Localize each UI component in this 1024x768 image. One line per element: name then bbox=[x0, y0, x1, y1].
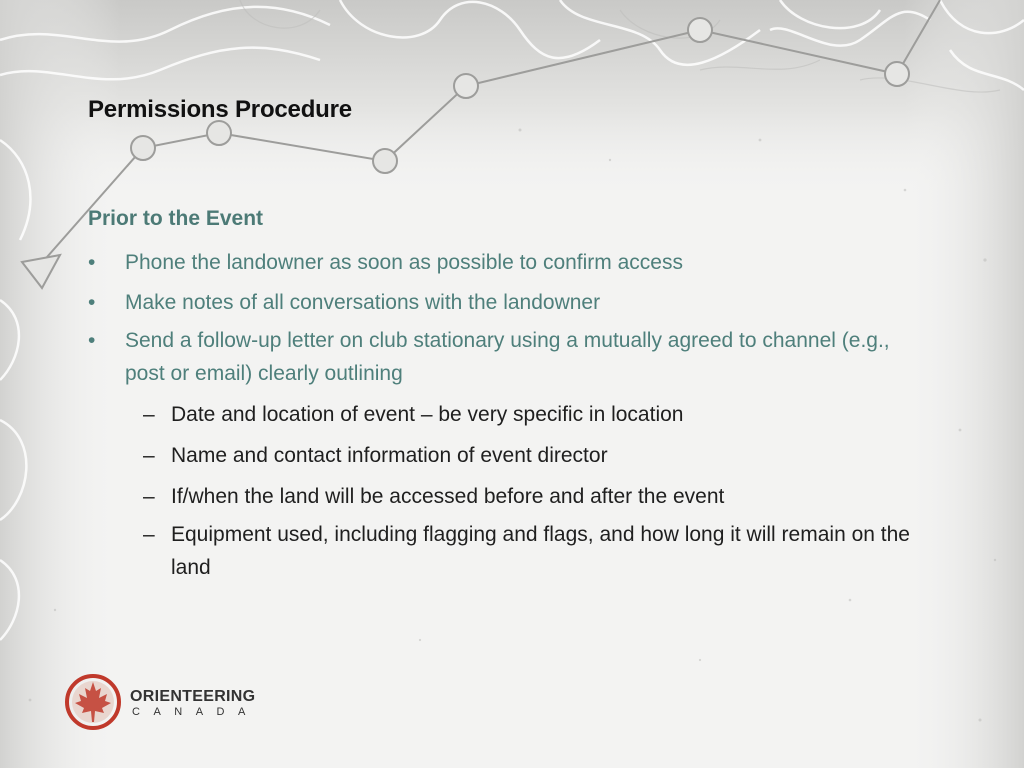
section-heading: Prior to the Event bbox=[88, 207, 264, 230]
sub-bullet-item bbox=[143, 398, 923, 431]
bullet-item bbox=[88, 324, 928, 390]
sub-bullet-text: Date and location of event – be very specific in location bbox=[171, 403, 684, 426]
bullet-text: Phone the landowner as soon as possible to confirm access bbox=[125, 251, 683, 274]
sub-bullet-marker: – bbox=[143, 444, 155, 467]
sub-bullet-text: If/when the land will be accessed before and after the event bbox=[171, 485, 725, 508]
bullet-marker: • bbox=[88, 291, 96, 314]
logo-subtitle: CANADA bbox=[132, 706, 259, 718]
sub-bullet-marker: – bbox=[143, 485, 155, 508]
sub-bullet-text: Equipment used, including flagging and flags, and how long it will remain on the land bbox=[171, 523, 910, 579]
sub-bullet-marker: – bbox=[143, 523, 155, 546]
sub-bullet-text: Name and contact information of event director bbox=[171, 444, 608, 467]
bullet-marker: • bbox=[88, 329, 96, 352]
bullet-marker: • bbox=[88, 251, 96, 274]
bullet-item bbox=[88, 246, 928, 279]
sub-bullet-item bbox=[143, 439, 923, 472]
sub-bullet-item bbox=[143, 480, 923, 513]
slide-title: Permissions Procedure bbox=[88, 96, 352, 123]
logo-wordmark: ORIENTEERING bbox=[130, 688, 256, 705]
bullet-text: Send a follow-up letter on club stationary using a mutually agreed to channel (e.g., post or email) clearly outlining bbox=[125, 329, 890, 385]
sub-bullet-marker: – bbox=[143, 403, 155, 426]
bullet-item bbox=[88, 286, 928, 319]
maple-leaf-icon bbox=[64, 672, 124, 732]
orienteering-canada-logo bbox=[64, 672, 264, 732]
sub-bullet-item bbox=[143, 518, 923, 584]
bullet-text: Make notes of all conversations with the landowner bbox=[125, 291, 601, 314]
